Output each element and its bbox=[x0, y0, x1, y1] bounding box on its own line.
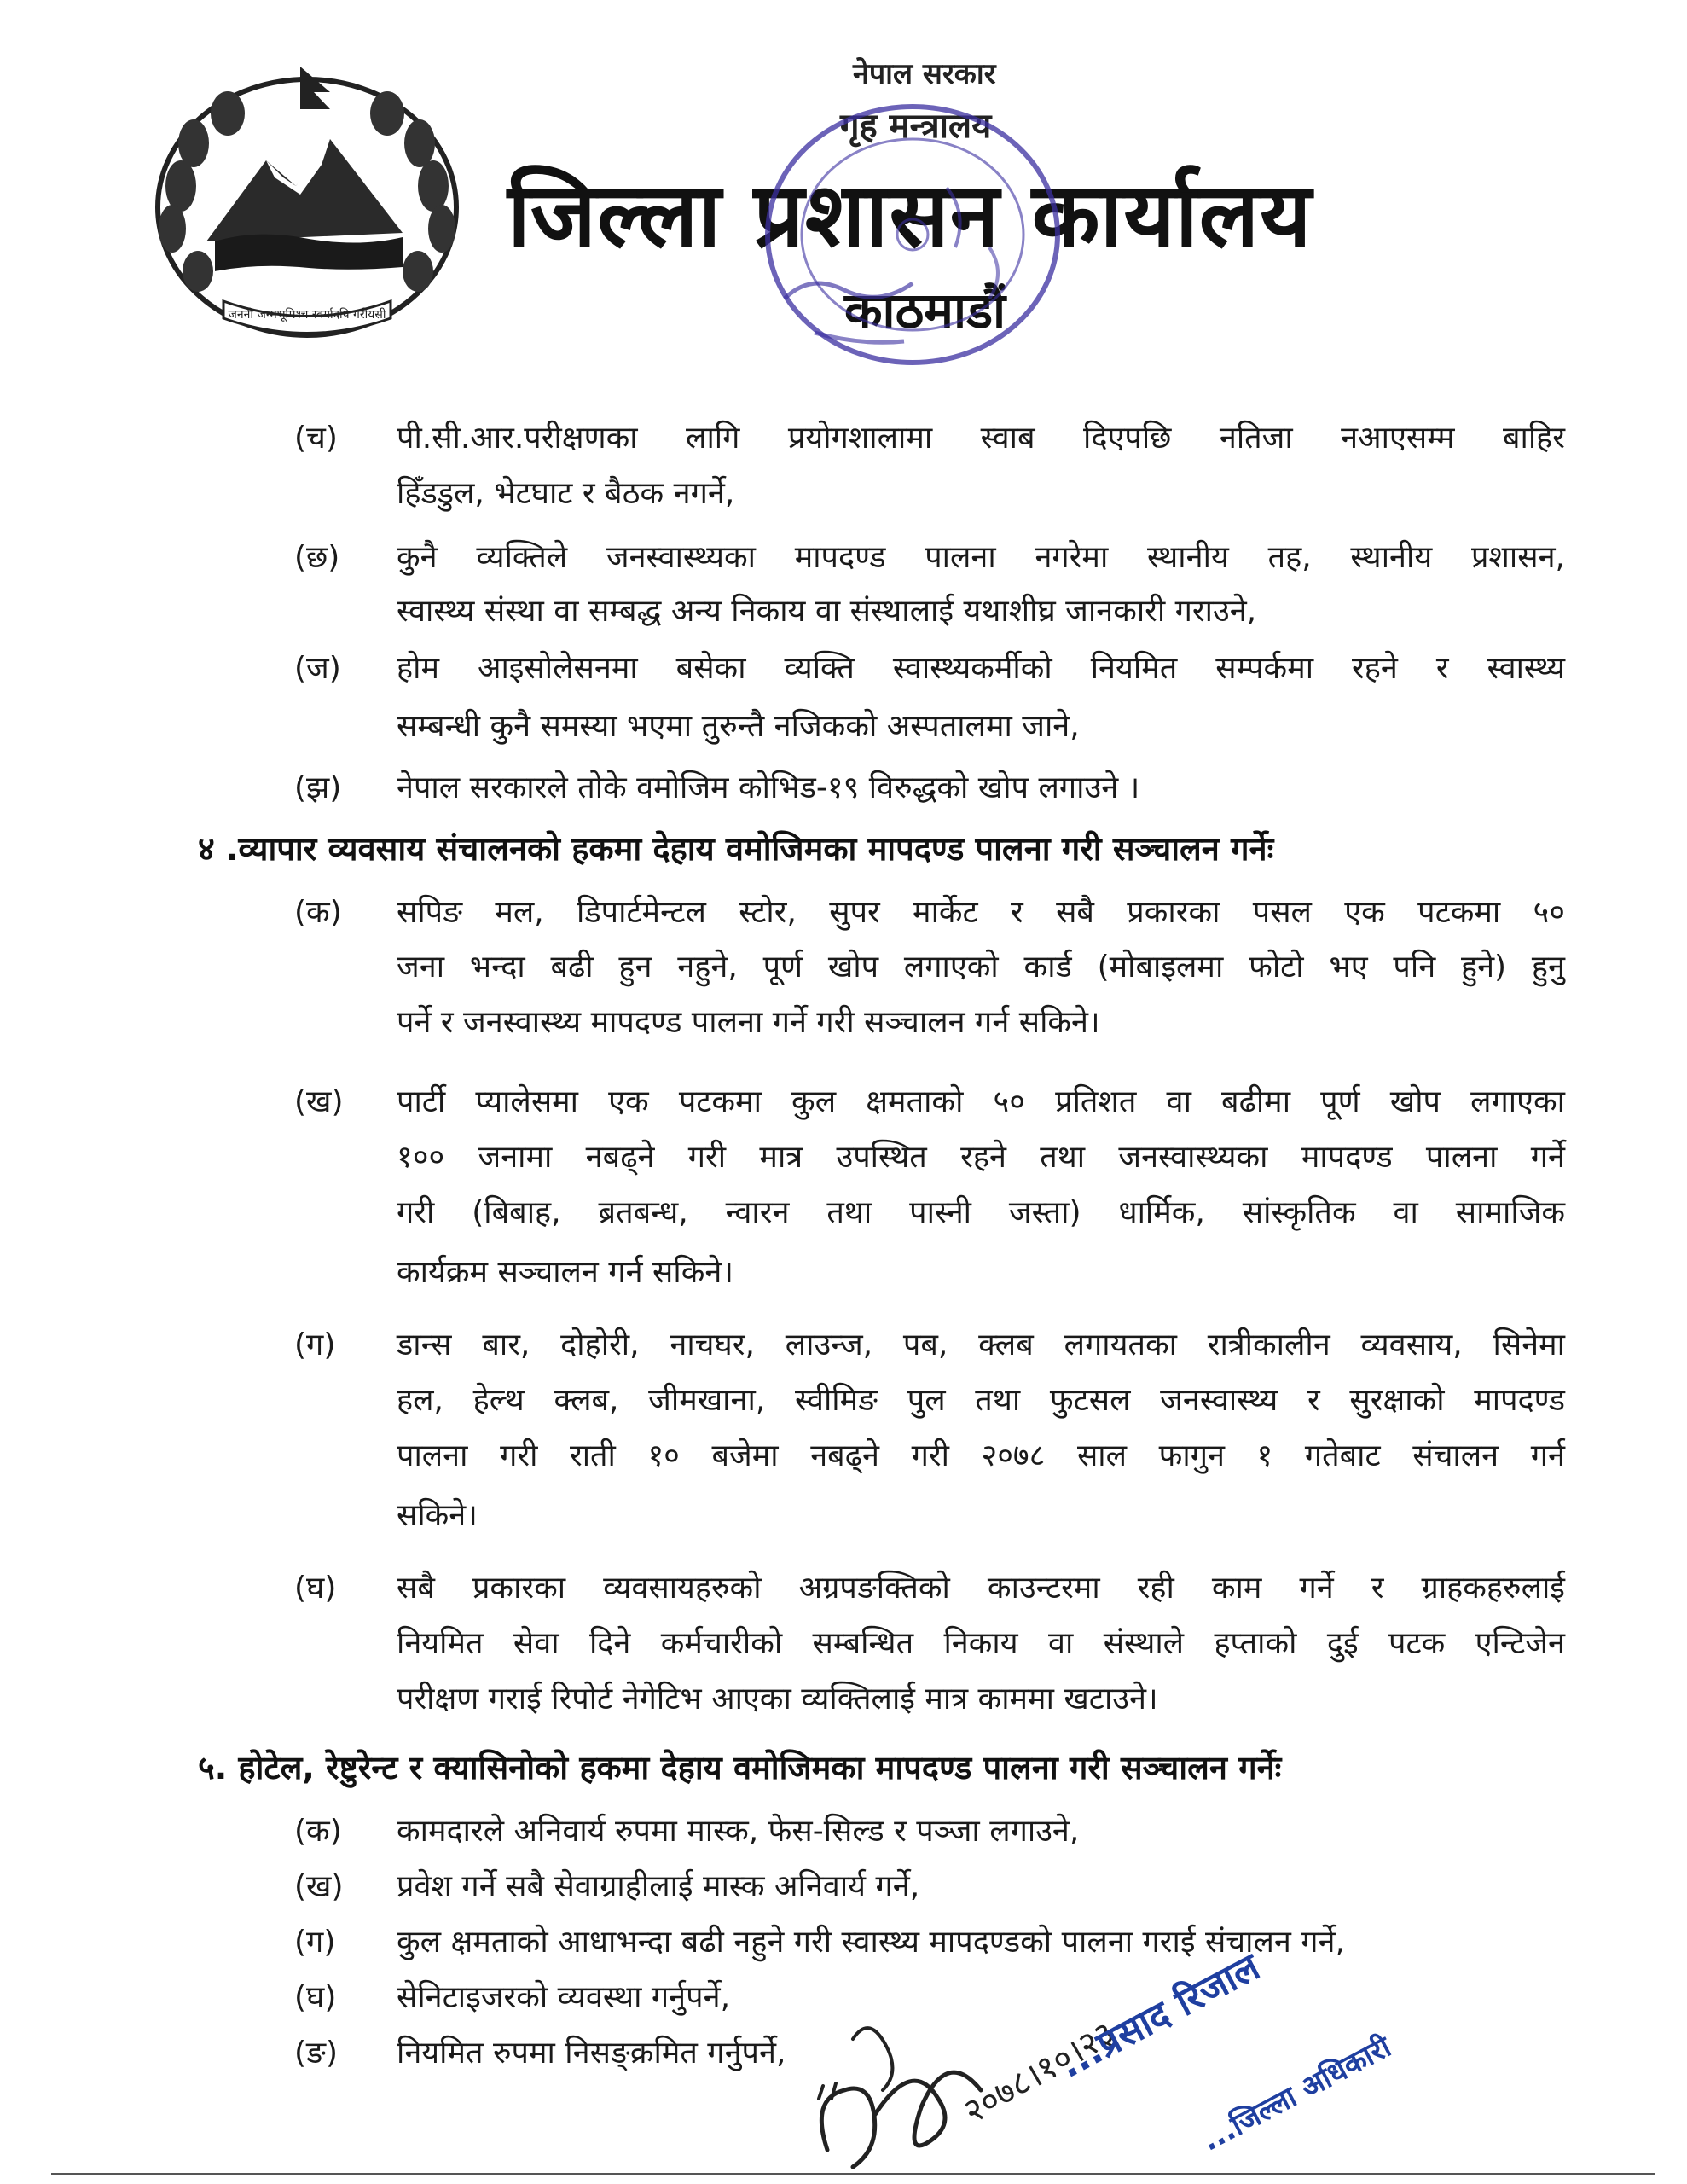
emblem-motto: जननी जन्मभूमिश्च स्वर्गादपि गरीयसी bbox=[228, 308, 386, 322]
item-line: कार्यक्रम सञ्चालन गर्न सकिने। bbox=[397, 1255, 733, 1290]
item-line: नेपाल सरकारले तोके वमोजिम कोभिड-१९ विरुद्धको खोप लगाउने । bbox=[397, 770, 1140, 805]
item-line: कुनै व्यक्तिले जनस्वास्थ्यका मापदण्ड पालना नगरेमा स्थानीय तह, स्थानीय प्रशासन, bbox=[397, 540, 1565, 575]
item-marker: (ग) bbox=[294, 1327, 336, 1362]
item-line: पालना गरी राती १० बजेमा नबढ्ने गरी २०७८ साल फागुन १ गतेबाट संचालन गर्न bbox=[397, 1438, 1565, 1473]
item-marker: (च) bbox=[294, 421, 338, 456]
item-line: जना भन्दा बढी हुन नहुने, पूर्ण खोप लगाएको कार्ड (मोबाइलमा फोटो भए पनि हुने) हुनु bbox=[397, 950, 1565, 985]
item-marker: (ख) bbox=[294, 1869, 344, 1904]
item-marker: (क) bbox=[294, 1814, 342, 1849]
item-marker: (घ) bbox=[294, 1980, 337, 2015]
item-marker: (ङ) bbox=[294, 2036, 339, 2071]
item-line: सम्बन्धी कुनै समस्या भएमा तुरुन्तै नजिकको अस्पतालमा जाने, bbox=[397, 709, 1080, 744]
item-line: सपिङ मल, डिपार्टमेन्टल स्टोर, सुपर मार्केट र सबै प्रकारका पसल एक पटकमा ५० bbox=[397, 895, 1565, 930]
item-line: गरी (बिबाह, ब्रतबन्ध, न्वारन तथा पास्नी जस्ता) धार्मिक, सांस्कृतिक वा सामाजिक bbox=[397, 1195, 1565, 1230]
office-title: जिल्ला प्रशासन कार्यालय bbox=[507, 163, 1313, 267]
item-line: परीक्षण गराई रिपोर्ट नेगेटिभ आएका व्यक्तिलाई मात्र काममा खटाउने। bbox=[397, 1682, 1158, 1716]
item-marker: (छ) bbox=[294, 540, 340, 575]
item-line: सेनिटाइजरको व्यवस्था गर्नुपर्ने, bbox=[397, 1980, 731, 2015]
signatory-name: ...प्रसाद रिजाल bbox=[1052, 1944, 1267, 2088]
item-line: पार्टी प्यालेसमा एक पटकमा कुल क्षमताको ५० प्रतिशत वा बढीमा पूर्ण खोप लगाएका bbox=[397, 1084, 1565, 1119]
item-line: हिँडडुल, भेटघाट र बैठक नगर्ने, bbox=[397, 476, 735, 511]
item-marker: (ग) bbox=[294, 1925, 336, 1960]
government-name: नेपाल सरकार bbox=[853, 57, 996, 91]
item-line: पी.सी.आर.परीक्षणका लागि प्रयोगशालामा स्वाब दिएपछि नतिजा नआएसम्म बाहिर bbox=[397, 421, 1565, 456]
item-line: सबै प्रकारका व्यवसायहरुको अग्रपङक्तिको काउन्टरमा रही काम गर्ने र ग्राहकहरुलाई bbox=[397, 1571, 1565, 1606]
item-line: पर्ने र जनस्वास्थ्य मापदण्ड पालना गर्ने गरी सञ्चालन गर्न सकिने। bbox=[397, 1005, 1100, 1040]
item-line: नियमित सेवा दिने कर्मचारीको सम्बन्धित निकाय वा संस्थाले हप्ताको दुई पटक एन्टिजेन bbox=[397, 1626, 1565, 1661]
item-line: १०० जनामा नबढ्ने गरी मात्र उपस्थित रहने तथा जनस्वास्थ्यका मापदण्ड पालना गर्ने bbox=[397, 1140, 1565, 1175]
footer-divider bbox=[51, 2173, 1655, 2175]
item-marker: (ख) bbox=[294, 1084, 344, 1119]
item-line: होम आइसोलेसनमा बसेका व्यक्ति स्वास्थ्यकर्मीको नियमित सम्पर्कमा रहने र स्वास्थ्य bbox=[397, 651, 1565, 686]
item-line: डान्स बार, दोहोरी, नाचघर, लाउन्ज, पब, क्लब लगायतका रात्रीकालीन व्यवसाय, सिनेमा bbox=[397, 1327, 1565, 1362]
office-stamp bbox=[733, 85, 1092, 392]
item-line: हल, हेल्थ क्लब, जीमखाना, स्वीमिङ पुल तथा फुटसल जनस्वास्थ्य र सुरक्षाको मापदण्ड bbox=[397, 1383, 1565, 1418]
item-marker: (ज) bbox=[294, 651, 341, 686]
item-line: प्रवेश गर्ने सबै सेवाग्राहीलाई मास्क अनिवार्य गर्ने, bbox=[397, 1869, 920, 1904]
item-line: स्वास्थ्य संस्था वा सम्बद्ध अन्य निकाय वा संस्थालाई यथाशीघ्र जानकारी गराउने, bbox=[397, 594, 1257, 629]
item-marker: (क) bbox=[294, 895, 342, 930]
item-line: नियमित रुपमा निसङ्क्रमित गर्नुपर्ने, bbox=[397, 2036, 786, 2071]
district-name: काठमाडौं bbox=[844, 282, 1006, 340]
signature-date: २०७८।१०।२३ bbox=[957, 2013, 1122, 2132]
section-heading: ४ .व्यापार व्यवसाय संचालनको हकमा देहाय वमोजिमका मापदण्ड पालना गरी सञ्चालन गर्नेः bbox=[198, 830, 1274, 868]
signatory-title: ...जिल्ला अधिकारी bbox=[1196, 2030, 1397, 2158]
item-line: कामदारले अनिवार्य रुपमा मास्क, फेस-सिल्ड र पञ्जा लगाउने, bbox=[397, 1814, 1080, 1849]
item-marker: (झ) bbox=[294, 770, 342, 805]
nepal-emblem bbox=[147, 58, 467, 340]
section-heading: ५. होटेल, रेष्टुरेन्ट र क्यासिनोको हकमा देहाय वमोजिमका मापदण्ड पालना गरी सञ्चालन गर्नेः bbox=[198, 1749, 1282, 1786]
item-marker: (घ) bbox=[294, 1571, 337, 1606]
item-line: सकिने। bbox=[397, 1498, 478, 1533]
ministry-name: गृह मन्त्रालय bbox=[840, 107, 992, 146]
item-line: कुल क्षमताको आधाभन्दा बढी नहुने गरी स्वास्थ्य मापदण्डको पालना गराई संचालन गर्ने, bbox=[397, 1925, 1345, 1960]
